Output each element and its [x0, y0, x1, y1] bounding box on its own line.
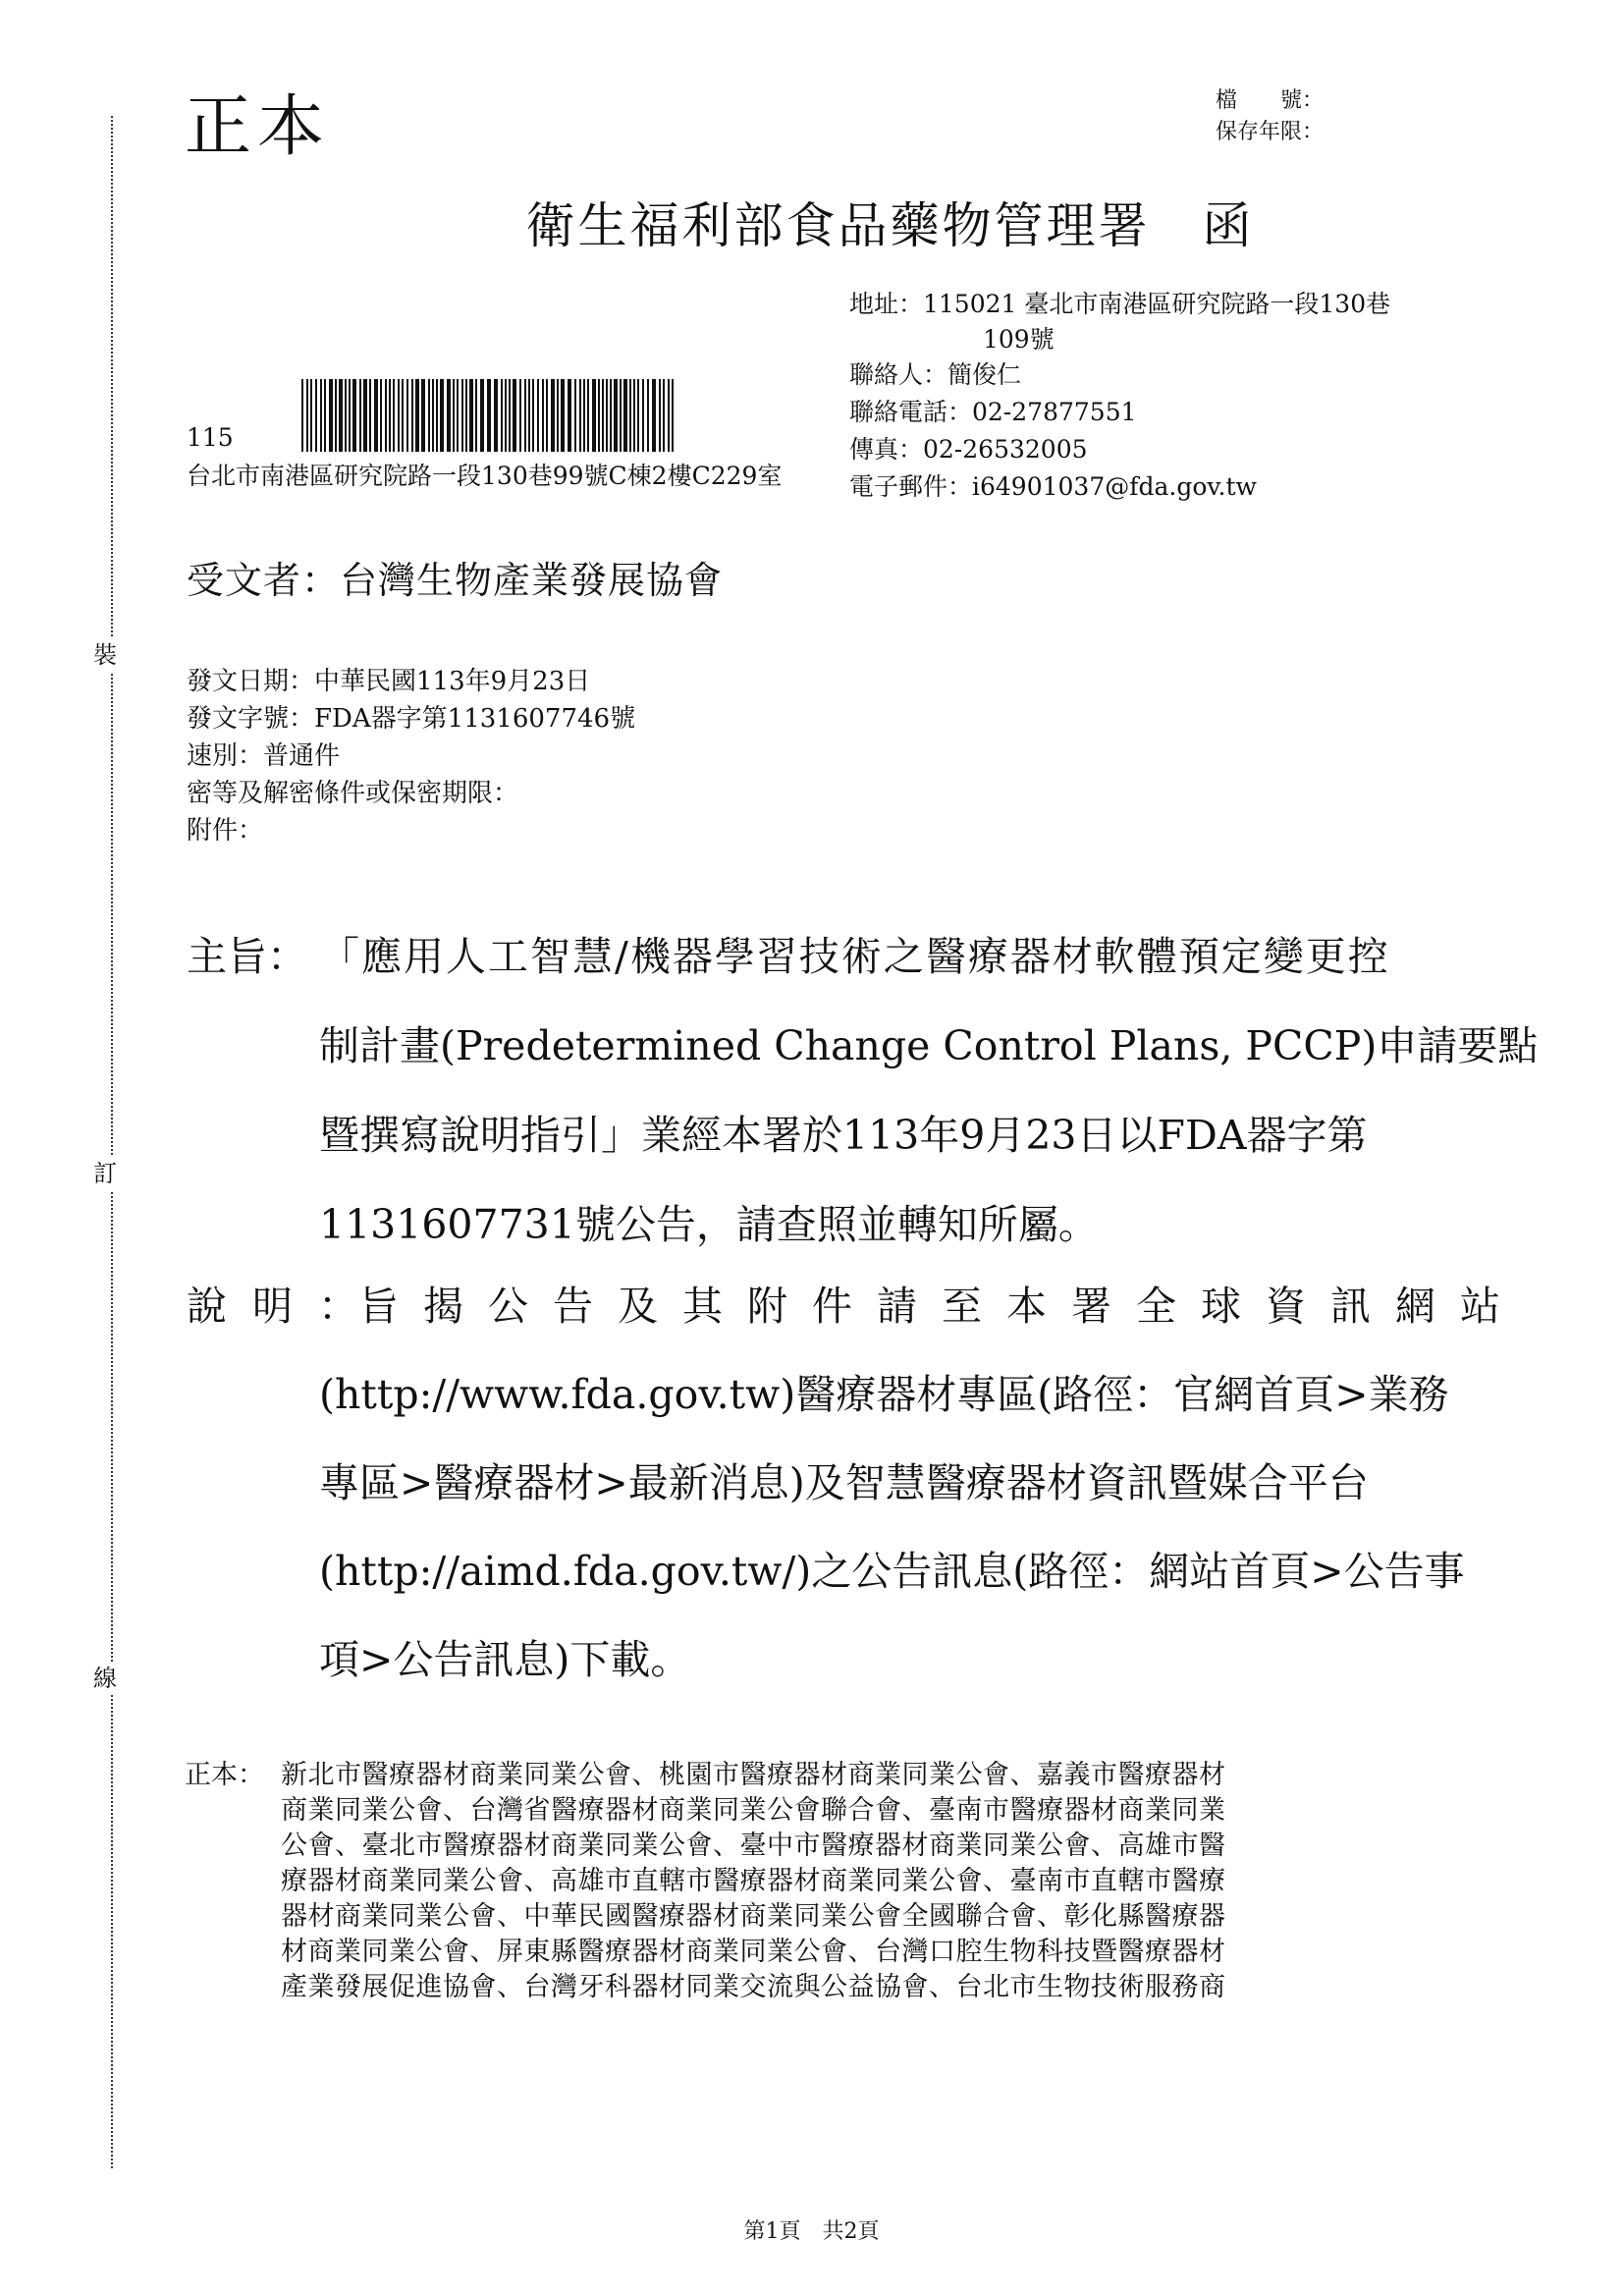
- sender-address-line1: 地址：115021 臺北市南港區研究院路一段130巷: [849, 290, 1391, 318]
- contact-email: 電子郵件：i64901037@fda.gov.tw: [849, 472, 1257, 501]
- cc-line: 產業發展促進協會、台灣牙科器材同業交流與公益協會、台北市生物技術服務商: [281, 1972, 1226, 2002]
- cc-line: 材商業同業公會、屏東縣醫療器材商業同業公會、台灣口腔生物科技暨醫療器材: [281, 1937, 1226, 1967]
- binding-mark-zhuang: 裝: [93, 638, 117, 672]
- recipient: 受文者：台灣生物產業發展協會: [187, 559, 724, 602]
- explanation-line: 專區>醫療器材>最新消息)及智慧醫療器材資訊暨媒合平台: [319, 1459, 1369, 1506]
- subject-line: 「應用人工智慧/機器學習技術之醫療器材軟體預定變更控: [319, 933, 1390, 980]
- sender-address-line2: 109號: [983, 325, 1055, 354]
- cc-label: 正本：: [185, 1760, 264, 1790]
- cc-line: 器材商業同業公會、中華民國醫療器材商業同業公會全國聯合會、彰化縣醫療器: [281, 1901, 1226, 1932]
- explanation-line: 旨揭公告及其附件請至本署全球資訊網站: [358, 1283, 1525, 1330]
- binding-mark-xian: 線: [93, 1662, 117, 1695]
- file-number-label: 檔 號：: [1216, 88, 1325, 113]
- explanation-line: 項>公告訊息)下載。: [319, 1636, 691, 1683]
- cc-line: 新北市醫療器材商業同業公會、桃園市醫療器材商業同業公會、嘉義市醫療器材: [281, 1760, 1226, 1790]
- recipient-postal-code: 115: [187, 423, 234, 452]
- explanation-label: 說明：: [187, 1283, 384, 1330]
- subject-line: 制計畫(Predetermined Change Control Plans, PCCP)申請要點: [319, 1022, 1539, 1069]
- classification-label: 密等及解密條件或保密期限：: [187, 779, 519, 808]
- binding-mark-ding: 訂: [93, 1157, 117, 1190]
- document-number: 發文字號：FDA器字第1131607746號: [187, 704, 636, 734]
- document-title: 衛生福利部食品藥物管理署 函: [525, 197, 1255, 254]
- attachment-label: 附件：: [187, 816, 264, 846]
- delivery-speed: 速別：普通件: [187, 741, 341, 771]
- original-copy-stamp: 正本: [185, 88, 331, 166]
- explanation-line: (http://www.fda.gov.tw)醫療器材專區(路徑：官網首頁>業務: [319, 1371, 1449, 1418]
- cc-line: 公會、臺北市醫療器材商業同業公會、臺中市醫療器材商業同業公會、高雄市醫: [281, 1831, 1226, 1861]
- cc-line: 療器材商業同業公會、高雄市直轄市醫療器材商業同業公會、臺南市直轄市醫療: [281, 1866, 1226, 1896]
- cc-line: 商業同業公會、台灣省醫療器材商業同業公會聯合會、臺南市醫療器材商業同業: [281, 1795, 1226, 1826]
- contact-fax: 傳真：02-26532005: [849, 435, 1088, 464]
- binding-line: [111, 116, 113, 2168]
- subject-label: 主旨：: [187, 933, 307, 980]
- contact-phone: 聯絡電話：02-27877551: [849, 398, 1137, 426]
- recipient-mailing-address: 台北市南港區研究院路一段130巷99號C棟2樓C229室: [187, 462, 783, 490]
- retention-period-label: 保存年限：: [1216, 120, 1325, 144]
- explanation-line: (http://aimd.fda.gov.tw/)之公告訊息(路徑：網站首頁>公告事: [319, 1548, 1465, 1595]
- contact-person: 聯絡人：簡俊仁: [849, 360, 1022, 389]
- subject-line: 1131607731號公告，請查照並轉知所屬。: [319, 1201, 1099, 1248]
- barcode-image: [301, 379, 677, 452]
- issue-date: 發文日期：中華民國113年9月23日: [187, 667, 591, 696]
- subject-line: 暨撰寫說明指引」業經本署於113年9月23日以FDA器字第: [319, 1112, 1368, 1159]
- page-number: 第1頁 共2頁: [743, 2219, 880, 2244]
